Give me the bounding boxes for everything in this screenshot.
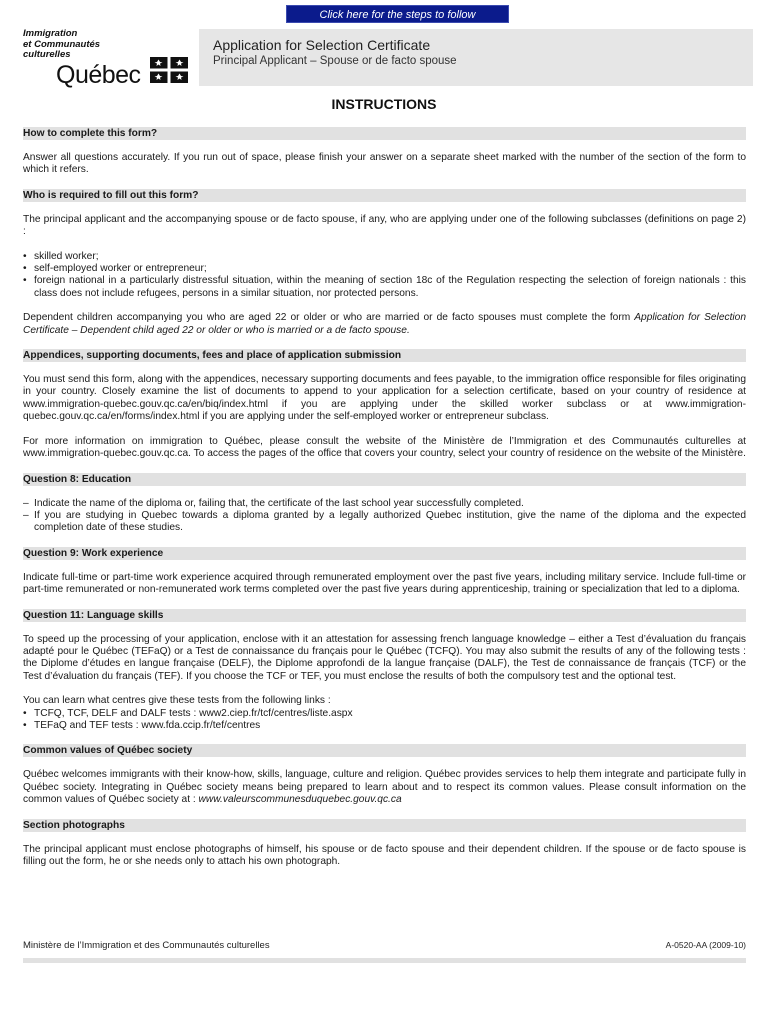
- values-website-link[interactable]: www.valeurscommunesduquebec.gouv.qc.ca: [198, 794, 402, 806]
- footer-divider: [23, 958, 746, 963]
- paragraph: You can learn what centres give these tests from the following links :: [23, 695, 331, 707]
- list-item: – Indicate the name of the diploma or, failing that, the certificate of the last school year successfully completed.: [23, 498, 746, 510]
- paragraph: [23, 769, 746, 806]
- section-heading-how-to-complete: How to complete this form?: [23, 127, 746, 140]
- form-reference: Application for Selection Certificate – Dependent child aged 22 or older or who is married or a de facto spouse.: [23, 312, 747, 336]
- education-list: [23, 498, 746, 535]
- logo-line-3: culturelles: [23, 49, 71, 60]
- text-run: Dependent children accompanying you who are aged 22 or older or who are married or de facto spouses must complete the form: [23, 312, 635, 324]
- instructions-heading: INSTRUCTIONS: [331, 96, 437, 112]
- paragraph: The principal applicant must enclose photographs of himself, his spouse or de facto spouse and their dependent children. If the spouse or de facto spouse is filling out the form, he or she needs only to attach his own photograph.: [23, 843, 746, 867]
- paragraph: You must send this form, along with the appendices, necessary supporting documents and fees payable, to the immigration office responsible for files originating in your country. Closely examine the list of documents to append to your application for a selection certificate, based on your country of residence at www.immigration-quebec.gouv.qc.ca/en/biq/index.html if you are applying under the skilled worker subclass or at www.immigration-quebec.gouv.qc.ca/en/forms/index.html if you are applying under the self-employed worker or entrepreneur subclass.: [23, 374, 746, 423]
- section-heading-language-skills: Question 11: Language skills: [23, 609, 746, 622]
- section-heading-education: Question 8: Education: [23, 473, 746, 486]
- steps-link-button[interactable]: Click here for the steps to follow: [286, 5, 509, 23]
- logo-line-2: et Communautés: [23, 38, 101, 50]
- section-heading-appendices: Appendices, supporting documents, fees and place of application submission: [23, 349, 746, 362]
- text-run: Québec welcomes immigrants with their know-how, skills, language, culture and religion. Québec provides services to help them integrate and participate fully in Québec society. Integrating in Québec society means being prepared to learn about and to respect its common values. Please consult information on the common values of Québec society at :: [23, 769, 746, 806]
- list-item: • skilled worker;: [23, 251, 746, 263]
- form-title: Application for Selection Certificate: [213, 37, 431, 53]
- list-item: • TEFaQ and TEF tests : www.fda.ccip.fr/tef/centres: [23, 720, 746, 732]
- instructions-body: [23, 127, 746, 880]
- section-heading-work-experience: Question 9: Work experience: [23, 547, 746, 560]
- footer-ministry: Ministère de l’Immigration et des Communautés culturelles: [23, 940, 270, 951]
- paragraph: For more information on immigration to Québec, please consult the website of the Ministère de l’Immigration et des Communautés culturelles at www.immigration-quebec.gouv.qc.ca. To access the pages of the office that covers your country, select your country of residence on the website of the Ministère.: [23, 435, 746, 460]
- list-item: • foreign national in a particularly distressful situation, within the meaning of section 18c of the Regulation respecting the selection of foreign nationals : this class does not include refugees, persons in a similar situation, nor protected persons.: [23, 275, 746, 300]
- list-item: • TCFQ, TCF, DELF and DALF tests : www2.ciep.fr/tcf/centres/liste.aspx: [23, 708, 746, 720]
- quebec-logo: [23, 29, 193, 91]
- section-heading-who-required: Who is required to fill out this form?: [23, 189, 746, 202]
- fleur-de-lis-flag-icon: [150, 57, 188, 83]
- list-item: – If you are studying in Quebec towards a diploma granted by a legally authorized Quebec institution, give the name of the diploma and the expected completion date of these studies.: [23, 510, 746, 535]
- logo-line-1: Immigration: [23, 28, 78, 39]
- subclass-list: [23, 251, 746, 301]
- form-title-box: [199, 29, 753, 86]
- list-item: • self-employed worker or entrepreneur;: [23, 263, 746, 275]
- paragraph: The principal applicant and the accompanying spouse or de facto spouse, if any, who are applying under one of the following subclasses (definitions on page 2) :: [23, 213, 746, 238]
- paragraph: Indicate full-time or part-time work experience acquired through remunerated employment over the past five years, including military service. Include full-time or part-time remunerated or non-remunerated work terms completed over the past five years during apprenticeship, training or specialization that led to a diploma.: [23, 571, 746, 596]
- section-heading-common-values: Common values of Québec society: [23, 744, 746, 757]
- form-subtitle: Principal Applicant – Spouse or de facto spouse: [213, 55, 457, 67]
- paragraph: [23, 312, 746, 337]
- paragraph: To speed up the processing of your application, enclose with it an attestation for assessing french language knowledge – either a Test d’évaluation du français adapté pour le Québec (TEFaQ) or a Test de connaissance du français pour le Québec (TCFQ). You may also submit the results of any of the following tests : the Diplome d’études en langue française (DELF), the Diplome approfondi de la langue française (DALF), the Test de connaissance de français (TCF) or the Test d’évaluation du français (TEF). If you choose the TCF or TEF, you must enclose the results of both the compulsory test and the optional test.: [23, 633, 746, 682]
- logo-wordmark: Québec: [56, 61, 141, 89]
- paragraph: Answer all questions accurately. If you run out of space, please finish your answer on a separate sheet marked with the number of the section of the form to which it refers.: [23, 152, 746, 176]
- test-links-list: [23, 708, 746, 733]
- section-heading-photographs: Section photographs: [23, 819, 746, 832]
- footer-form-code: A-0520-AA (2009-10): [665, 940, 746, 950]
